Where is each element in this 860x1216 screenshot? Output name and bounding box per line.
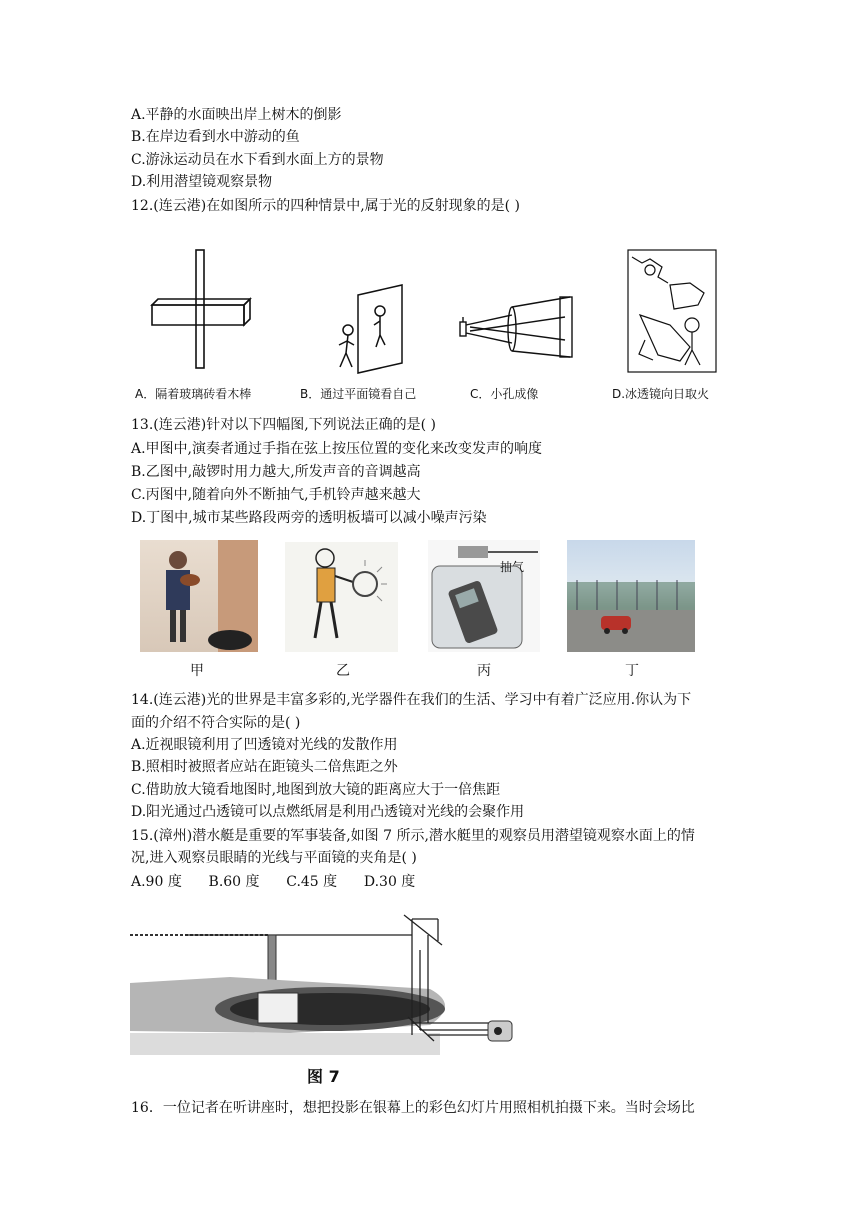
pinhole-camera-illustration — [460, 297, 572, 357]
q11-option-b: B.在岸边看到水中游动的鱼 — [131, 129, 300, 145]
pump-label: 抽气 — [500, 560, 525, 574]
q15-options: A.90 度 B.60 度 C.45 度 D.30 度 — [131, 874, 416, 890]
q12-caption-b: B．通过平面镜看自己 — [300, 387, 417, 401]
q14-option-d: D.阳光通过凸透镜可以点燃纸屑是利用凸透镜对光线的会聚作用 — [131, 804, 525, 820]
q13-option-d: D.丁图中,城市某些路段两旁的透明板墙可以减小噪声污染 — [131, 510, 487, 526]
violin-player-photo — [140, 540, 258, 652]
q13-stem: 13.(连云港)针对以下四幅图,下列说法正确的是( ) — [131, 417, 437, 433]
figure-7-label: 图 7 — [307, 1067, 340, 1086]
q12-caption-d: D.冰透镜向日取火 — [612, 387, 710, 401]
q11-option-c: C.游泳运动员在水下看到水面上方的景物 — [131, 152, 384, 168]
q12-caption-c: C．小孔成像 — [470, 387, 539, 401]
observer-eye-icon — [488, 1021, 512, 1041]
bell-jar-phone-photo — [428, 540, 540, 652]
submarine-periscope-figure — [130, 905, 520, 1065]
q13-caption-ding: 丁 — [625, 663, 639, 679]
glass-block-stick-illustration — [152, 250, 250, 368]
q12-figure — [140, 245, 740, 385]
ice-lens-cartoon-illustration — [628, 250, 716, 372]
q15-stem-line2: 况,进入观察员眼睛的光线与平面镜的夹角是( ) — [131, 850, 417, 866]
q12-caption-a: A．隔着玻璃砖看木棒 — [135, 387, 252, 401]
q13-option-a: A.甲图中,演奏者通过手指在弦上按压位置的变化来改变发声的响度 — [131, 441, 543, 457]
q16-stem: 16．一位记者在听讲座时，想把投影在银幕上的彩色幻灯片用照相机拍摄下来。当时会场比 — [131, 1100, 695, 1116]
noise-barrier-photo — [567, 540, 695, 652]
q15-stem-line1: 15.(漳州)潜水艇是重要的军事装备,如图 7 所示,潜水艇里的观察员用潜望镜观察水面上的情 — [131, 828, 695, 844]
q13-caption-jia: 甲 — [190, 663, 204, 679]
q14-option-c: C.借助放大镜看地图时,地图到放大镜的距离应大于一倍焦距 — [131, 782, 501, 798]
q13-caption-yi: 乙 — [336, 663, 350, 679]
q12-stem: 12.(连云港)在如图所示的四种情景中,属于光的反射现象的是( ) — [131, 198, 521, 214]
q14-option-a: A.近视眼镜利用了凹透镜对光线的发散作用 — [131, 737, 398, 753]
plane-mirror-illustration — [339, 285, 402, 373]
q14-option-b: B.照相时被照者应站在距镜头二倍焦距之外 — [131, 759, 398, 775]
q13-option-c: C.丙图中,随着向外不断抽气,手机铃声越来越大 — [131, 487, 421, 503]
gong-striker-photo — [285, 542, 398, 652]
q14-stem-line1: 14.(连云港)光的世界是丰富多彩的,光学器件在我们的生活、学习中有着广泛应用.你认为下 — [131, 692, 692, 708]
q11-option-d: D.利用潜望镜观察景物 — [131, 174, 273, 190]
q13-caption-bing: 丙 — [477, 663, 491, 679]
q11-option-a: A.平静的水面映出岸上树木的倒影 — [131, 107, 342, 123]
q14-stem-line2: 面的介绍不符合实际的是( ) — [131, 715, 301, 731]
q13-option-b: B.乙图中,敲锣时用力越大,所发声音的音调越高 — [131, 464, 421, 480]
